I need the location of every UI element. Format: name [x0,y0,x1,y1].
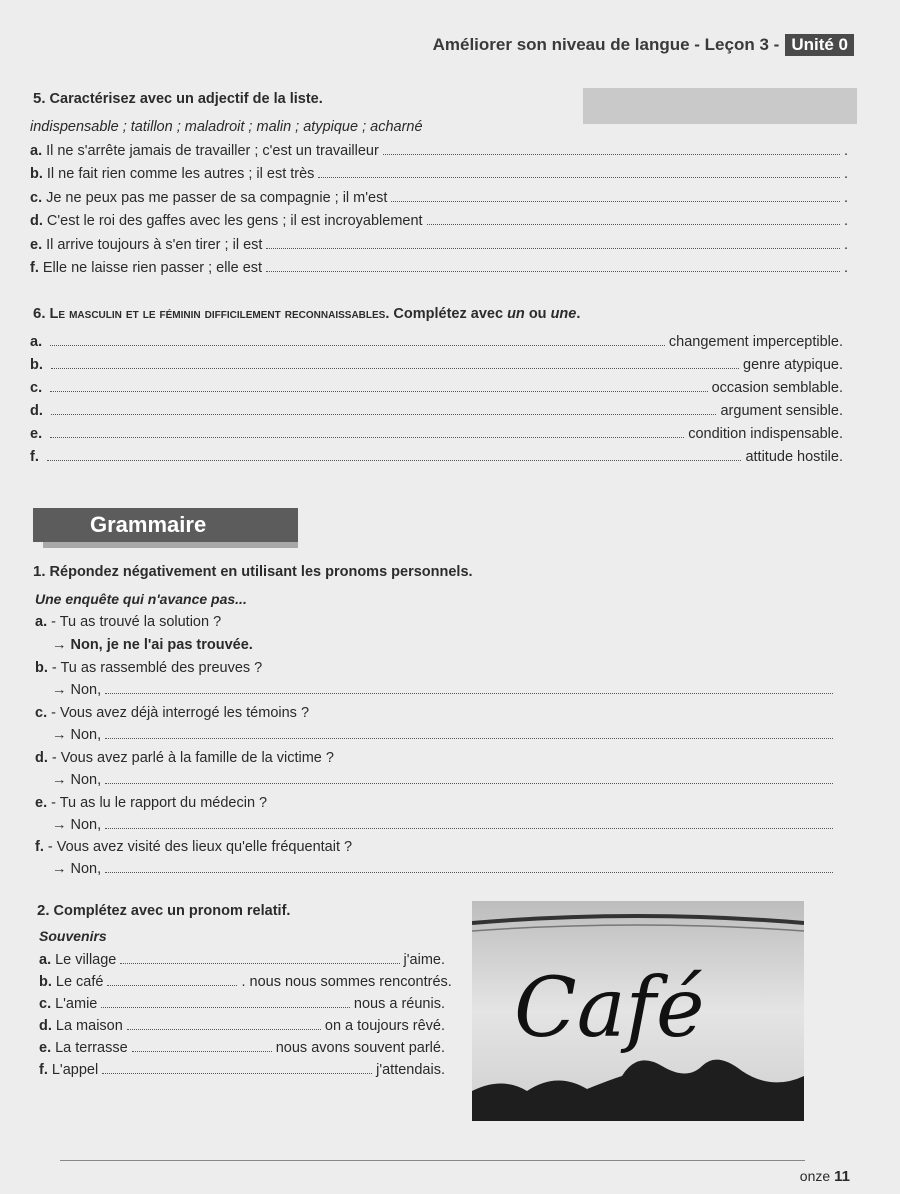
gram-ex1-question: b. - Tu as rassemblé des preuves ? [35,660,263,676]
ex6-item: f. attitude hostile. [30,449,843,465]
arrow-icon: → [52,817,67,833]
answer-blank[interactable] [50,344,665,346]
answer-blank[interactable] [127,1028,321,1030]
gram-ex1-answer-example: → Non, je ne l'ai pas trouvée. [52,637,253,653]
page-number-word: onze [799,1168,831,1184]
page-number: 11 [834,1168,850,1185]
ex5-item: b. Il ne fait rien comme les autres ; il est très . [30,166,848,182]
gram-ex1-title: 1. Répondez négativement en utilisant les pronoms personnels. [33,563,473,580]
ex6-title: 6. Le masculin et le féminin difficilement reconnaissables. Complétez avec un ou une. [33,305,581,322]
gram-ex2-subtitle: Souvenirs [39,928,107,944]
footer-rule [60,1160,805,1161]
answer-blank[interactable] [105,692,833,694]
answer-blank[interactable] [102,1072,372,1074]
gram-ex1-answer: → Non, [52,768,837,788]
answer-blank[interactable] [383,153,840,155]
gram-ex1-subtitle: Une enquête qui n'avance pas... [35,591,247,607]
page-header [433,34,854,56]
gram-ex2-item: c. L'amie nous a réunis. [39,996,445,1012]
answer-blank[interactable] [266,247,840,249]
ex5-title: 5. Caractérisez avec un adjectif de la liste. [33,90,323,107]
bleed-through-heading [583,88,857,124]
gram-ex1-answer: → Non, [52,813,837,833]
answer-blank[interactable] [105,737,833,739]
gram-ex1-answer: → Non, [52,857,837,877]
section-title: Grammaire [90,512,207,537]
answer-blank[interactable] [51,367,739,369]
answer-blank[interactable] [427,223,840,225]
gram-ex1-answer: → Non, [52,723,837,743]
arrow-icon: → [52,682,67,698]
gram-ex1-answer: → Non, [52,678,837,698]
arrow-icon: → [52,727,67,743]
ex5-item: f. Elle ne laisse rien passer ; elle est . [30,260,848,276]
cafe-awning-photo [472,901,804,1121]
ex6-item: b. genre atypique. [30,357,843,373]
arrow-icon: → [52,861,67,877]
gram-ex2-item: a. Le village j'aime. [39,952,445,968]
answer-blank[interactable] [47,459,742,461]
ex5-word-list: indispensable ; tatillon ; maladroit ; malin ; atypique ; acharné [30,119,423,135]
cafe-lettering: Café [514,961,705,1056]
header-title: Améliorer son niveau de langue - Leçon 3 - [432,35,780,54]
ex6-item: a. changement imperceptible. [30,334,843,350]
gram-ex2-item: e. La terrasse nous avons souvent parlé. [39,1040,445,1056]
answer-blank[interactable] [101,1006,350,1008]
gram-ex1-question: c. - Vous avez déjà interrogé les témoins ? [35,705,310,721]
answer-blank[interactable] [391,200,840,202]
ex6-item: e. condition indispensable. [30,426,843,442]
answer-blank[interactable] [105,827,833,829]
gram-ex2-title: 2. Complétez avec un pronom relatif. [37,902,291,919]
answer-blank[interactable] [120,962,399,964]
ex5-item: e. Il arrive toujours à s'en tirer ; il est . [30,237,848,253]
ex5-item: c. Je ne peux pas me passer de sa compagnie ; il m'est . [30,190,848,206]
ex6-item: d. argument sensible. [30,403,843,419]
answer-blank[interactable] [132,1050,272,1052]
answer-blank[interactable] [105,871,833,873]
arrow-icon: → [52,637,67,653]
arrow-icon: → [52,772,67,788]
answer-blank[interactable] [107,984,237,986]
gram-ex2-item: d. La maison on a toujours rêvé. [39,1018,445,1034]
ex6-item: c. occasion semblable. [30,380,843,396]
gram-ex1-question: a. - Tu as trouvé la solution ? [35,614,222,630]
unit-badge: Unité 0 [785,34,854,56]
answer-blank[interactable] [105,782,833,784]
gram-ex2-item: b. Le café . nous nous sommes rencontrés. [39,974,452,990]
answer-blank[interactable] [266,270,840,272]
answer-blank[interactable] [318,176,840,178]
gram-ex1-question: e. - Tu as lu le rapport du médecin ? [35,795,268,811]
answer-blank[interactable] [51,413,717,415]
answer-blank[interactable] [50,436,684,438]
gram-ex1-question: d. - Vous avez parlé à la famille de la victime ? [35,750,334,766]
page-footer [800,1168,850,1185]
answer-blank[interactable] [50,390,708,392]
gram-ex1-question: f. - Vous avez visité des lieux qu'elle fréquentait ? [35,839,353,855]
ex5-item: d. C'est le roi des gaffes avec les gens ; il est incroyablement . [30,213,848,229]
ex5-item: a. Il ne s'arrête jamais de travailler ; c'est un travailleur . [30,143,848,159]
gram-ex2-item: f. L'appel j'attendais. [39,1062,445,1078]
